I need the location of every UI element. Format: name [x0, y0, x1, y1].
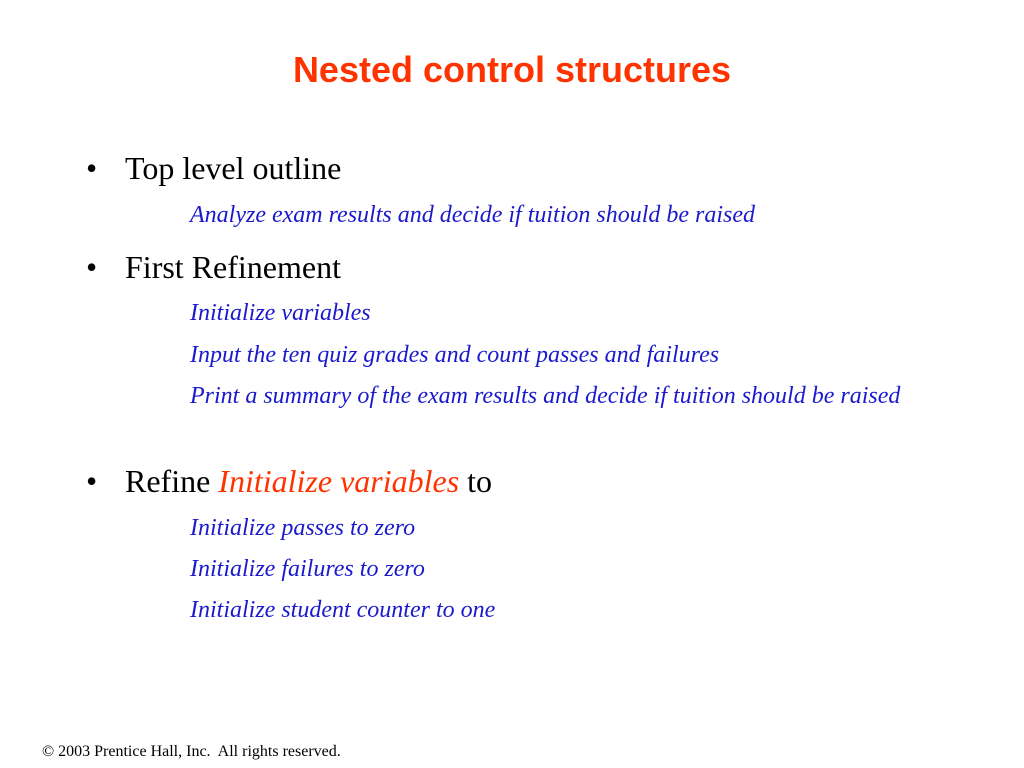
- bullet-text-after: to: [459, 463, 493, 499]
- slide-title: Nested control structures: [292, 49, 732, 90]
- bullet-text: [125, 463, 492, 499]
- subitem-analyze-exam-results: Analyze exam results and decide if tuition should be raised: [190, 202, 756, 228]
- bullet-marker: •: [86, 150, 98, 186]
- copyright-footer: © 2003 Prentice Hall, Inc. All rights reserved.: [42, 743, 341, 760]
- bullet-refine-initialize-variables: [86, 461, 492, 501]
- bullet-text: Top level outline: [125, 150, 342, 186]
- bullet-first-refinement: [86, 247, 341, 287]
- bullet-text-before: Refine: [125, 463, 219, 499]
- subitem-initialize-student-counter: Initialize student counter to one: [190, 597, 496, 623]
- subitem-print-summary: Print a summary of the exam results and decide if tuition should be raised: [190, 383, 901, 409]
- bullet-top-level-outline: [86, 148, 341, 188]
- bullet-text-highlight: Initialize variables: [218, 463, 460, 499]
- subitem-initialize-failures: Initialize failures to zero: [190, 556, 425, 582]
- bullet-marker: •: [86, 463, 98, 499]
- bullet-marker: •: [86, 249, 98, 285]
- bullet-text: First Refinement: [125, 249, 341, 285]
- subitem-input-quiz-grades: Input the ten quiz grades and count passes and failures: [190, 342, 720, 368]
- subitem-initialize-passes: Initialize passes to zero: [190, 515, 416, 541]
- subitem-initialize-variables: Initialize variables: [190, 300, 371, 326]
